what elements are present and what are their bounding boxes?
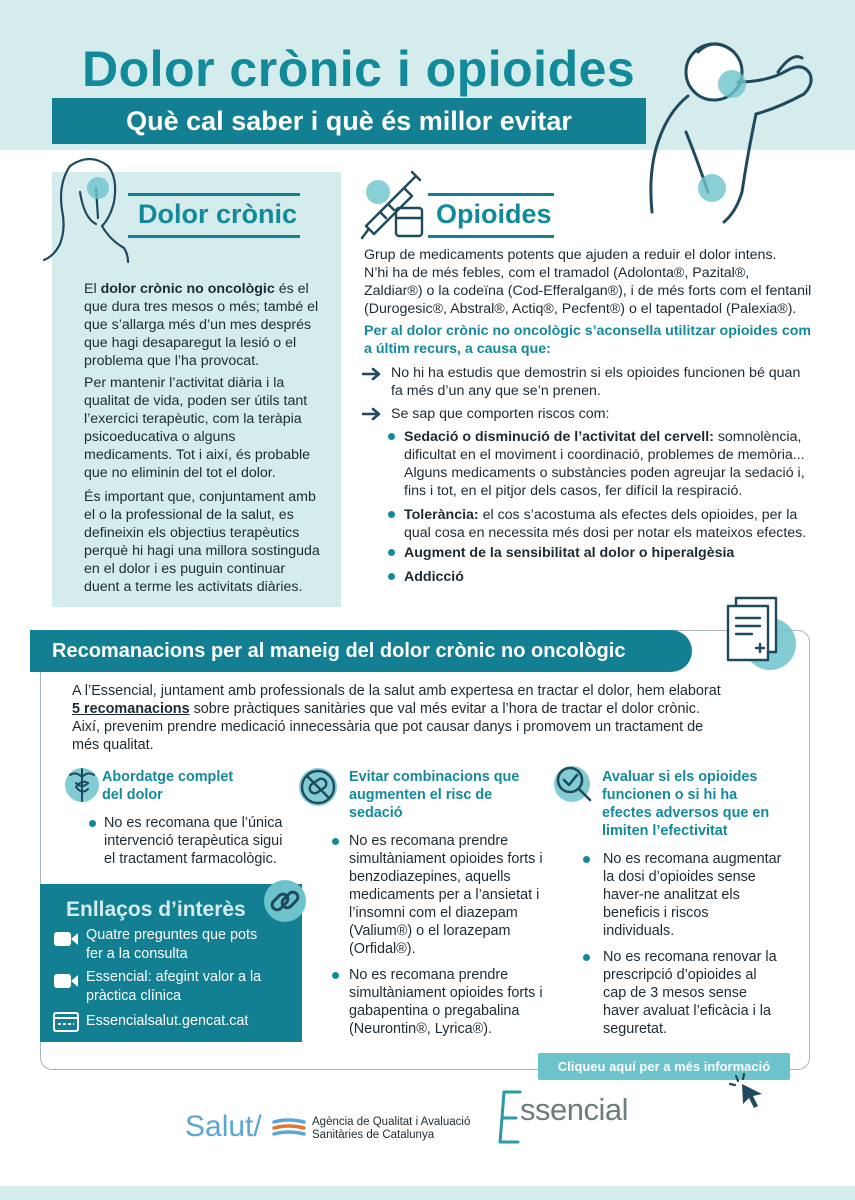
link-questions-label[interactable]: Quatre preguntes que pots fer a la consulta [86,927,258,962]
bullet-dot [388,573,395,580]
rec-col2-bullet2: No es recomana prendre simultàniament opioides forts i gabapentina o pregabalina (Neurontin®, Lyrica®). [349,967,543,1037]
essencial-logo-text: ssencial [520,1092,628,1127]
bullet-dot [583,954,590,961]
no-pills-icon [296,765,340,809]
chronic-pain-goals: És important que, conjuntament amb el o la professional de la salut, es defineixin els objectius terapèutics perquè hi hagi una millora sostinguda en el dolor i es puguin continuar duent a terme les activitats diàries. [84,489,320,595]
opioids-reason-2: Se sap que comporten riscos com: [391,406,610,422]
rec-col3-title: Avaluar si els opioides funcionen o si hi ha efectes adversos que en limiten l’efectivitat [602,769,770,839]
rec-col2-bullet1: No es recomana prendre simultàniament opioides forts i benzodiazepines, aquells medicaments per a l’ansietat i l’insomni com el diazepam (Valium®) o el lorazepam (Orfidal®). [349,833,543,957]
bullet-dot [332,972,339,979]
heading-rule-top [128,193,300,196]
bullet-dot [388,511,395,518]
risk-hyperalgesia: Augment de la sensibilitat al dolor o hiperalgèsia [404,545,735,561]
recommendations-title: Recomanacions per al maneig del dolor crònic no oncològic [52,640,626,662]
opioids-recommendation: Per al dolor crònic no oncològic s’aconsella utilitzar opioides com a últim recurs, a causa que: [364,323,811,357]
page-title: Dolor crònic i opioides [82,41,636,97]
chain-link-icon [262,878,308,924]
rec-col1-bullet1: No es recomana que l’única intervenció terapèutica sigui el tractament farmacològic. [104,815,283,867]
rec-col1-title: Abordatge complet del dolor [102,769,234,803]
agency-name: Agència de Qualitat i Avaluació Sanitàries de Catalunya [312,1116,471,1141]
video-camera-icon [53,930,79,948]
aquas-logo-mark [272,1117,306,1139]
rec-col3-bullet1: No es recomana augmentar la dosi d’opioides sense haver-ne analitzat els beneficis i riscos individuals. [603,851,782,939]
back-pain-man-illustration [628,22,828,244]
bullet-dot [388,549,395,556]
risk-addiction: Addicció [404,569,464,585]
bullet-dot [89,820,96,827]
heading-rule-top [428,193,554,196]
opioids-intro: Grup de medicaments potents que ajuden a reduir el dolor intens. N’hi ha de més febles, com el tramadol (Adolonta®, Pazital®, Zaldiar®) o la codeïna (Cod-Efferalgan®), i de més forts com el fentanil (Durogesic®, Abstral®, Actiq®, Pecfent®) o el tapentadol (Palexia®). [364,247,812,317]
rec-col2-title: Evitar combinacions que augmenten el risc de sedació [349,769,520,821]
links-title: Enllaços d’interès [66,898,246,921]
recommendations-intro: A l’Essencial, juntament amb professionals de la salut amb expertesa en tractar el dolor, hem elaborat 5 recomanacions sobre pràctiques sanitàries que val més evitar a l’hora de tractar el dolor crònic. Així, prevenim prendre medicació innecessària que pot causar danys i promovem un tractament de més qualitat. [72,683,721,753]
link-website-label[interactable]: Essencialsalut.gencat.cat [86,1013,249,1029]
more-info-button[interactable]: Cliqueu aquí per a més informació [538,1053,790,1080]
chronic-pain-heading: Dolor crònic [138,199,298,229]
opioids-heading: Opioides [436,199,552,229]
bullet-dot [388,433,395,440]
arrow-right-icon [362,407,384,421]
heading-rule-bottom [428,235,554,238]
cursor-click-icon [728,1072,768,1112]
footer-band [0,1186,855,1200]
chronic-pain-definition: El dolor crònic no oncològic és el que dura tres mesos o més; també el que s’allarga més d’un mes després que hagi desaparegut la lesió o el problema que l’ha provocat. [84,281,319,369]
caduceus-icon [62,765,102,805]
risk-tolerance: Tolerància: el cos s’acostuma als efectes dels opioides, per la qual cosa en necessita més dosi per notar els mateixos efectes. [404,507,807,541]
bullet-dot [583,856,590,863]
salut-logo-text: Salut/ [185,1110,262,1143]
page-subtitle: Què cal saber i què és millor evitar [126,106,572,136]
video-camera-icon [53,972,79,990]
chronic-pain-treatment: Per mantenir l’activitat diària i la qualitat de vida, poden ser útils tant l’exercici terapèutic, com la teràpia psicoeducativa o alguns medicaments. Tot i així, és probable que no eliminin del tot el dolor. [84,375,311,481]
woman-headache-illustration [40,148,132,263]
medical-document-icon [712,592,802,674]
browser-window-icon [53,1012,79,1032]
rec-col3-bullet2: No es recomana renovar la prescripció d’opioides al cap de 3 mesos sense haver avaluat l’eficàcia i la seguretat. [603,949,777,1037]
opioids-reason-1: No hi ha estudis que demostrin si els opioides funcionen bé quan fa més d’un any que se’n prenen. [391,365,801,399]
link-essencial-value-label[interactable]: Essencial: afegint valor a la pràctica clínica [86,969,262,1004]
risk-sedation: Sedació o disminució de l’activitat del cervell: somnolència, dificultat en el moviment i coordinació, problemes de memòria... Alguns medicaments o substàncies poden agreujar la sedació i, fins i tot, en el pitjor dels casos, fer difícil la respiració. [404,429,805,499]
bullet-dot [332,838,339,845]
arrow-right-icon [362,367,384,381]
magnifier-check-icon [552,762,596,808]
syringe-pills-icon [358,168,428,240]
heading-rule-bottom [128,235,300,238]
